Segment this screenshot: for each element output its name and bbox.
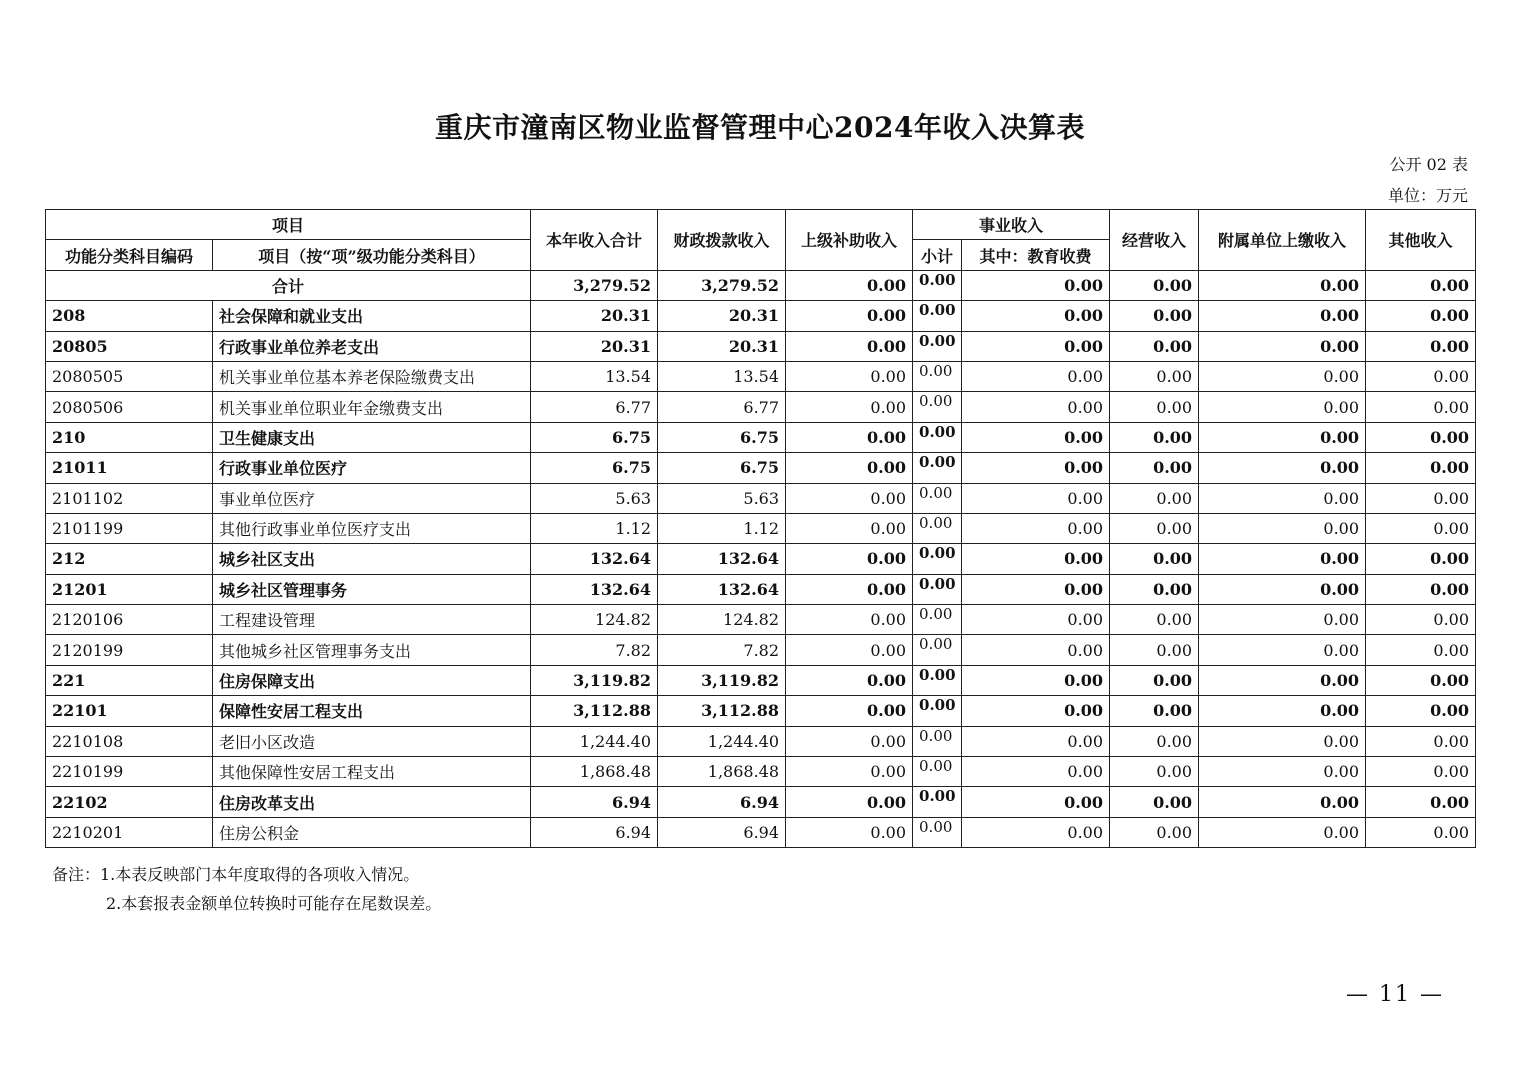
cell-other: 0.00 <box>1366 331 1476 361</box>
cell-total: 1,868.48 <box>531 757 658 787</box>
cell-superior: 0.00 <box>786 270 913 300</box>
cell-subtotal: 0.00 <box>913 331 962 361</box>
cell-operating: 0.00 <box>1110 331 1199 361</box>
header-other: 其他收入 <box>1366 210 1476 271</box>
cell-operating: 0.00 <box>1110 513 1199 543</box>
cell-fiscal: 13.54 <box>658 361 786 391</box>
table-row <box>46 665 1476 695</box>
cell-other: 0.00 <box>1366 726 1476 756</box>
cell-operating: 0.00 <box>1110 635 1199 665</box>
table-row <box>46 301 1476 331</box>
cell-fiscal: 132.64 <box>658 574 786 604</box>
table-row <box>46 392 1476 422</box>
table-body <box>46 301 1476 848</box>
header-name: 项目（按“项”级功能分类科目） <box>213 240 531 270</box>
cell-subtotal: 0.00 <box>913 513 962 543</box>
cell-operating: 0.00 <box>1110 361 1199 391</box>
cell-code: 2210108 <box>46 726 213 756</box>
cell-affiliated: 0.00 <box>1199 605 1366 635</box>
cell-education: 0.00 <box>962 422 1110 452</box>
header-affiliated: 附属单位上缴收入 <box>1199 210 1366 271</box>
header-total: 本年收入合计 <box>531 210 658 271</box>
cell-total: 1,244.40 <box>531 726 658 756</box>
cell-code: 21201 <box>46 574 213 604</box>
cell-education: 0.00 <box>962 453 1110 483</box>
cell-superior: 0.00 <box>786 453 913 483</box>
cell-affiliated: 0.00 <box>1199 696 1366 726</box>
cell-subtotal: 0.00 <box>913 787 962 817</box>
header-code: 功能分类科目编码 <box>46 240 213 270</box>
cell-subtotal: 0.00 <box>913 483 962 513</box>
cell-total: 5.63 <box>531 483 658 513</box>
cell-fiscal: 1.12 <box>658 513 786 543</box>
cell-name: 机关事业单位职业年金缴费支出 <box>213 392 531 422</box>
cell-code: 2120106 <box>46 605 213 635</box>
cell-total: 132.64 <box>531 544 658 574</box>
cell-affiliated: 0.00 <box>1199 453 1366 483</box>
header-superior: 上级补助收入 <box>786 210 913 271</box>
cell-other: 0.00 <box>1366 605 1476 635</box>
cell-affiliated: 0.00 <box>1199 757 1366 787</box>
cell-code: 221 <box>46 665 213 695</box>
cell-name: 城乡社区支出 <box>213 544 531 574</box>
cell-other: 0.00 <box>1366 361 1476 391</box>
cell-education: 0.00 <box>962 270 1110 300</box>
cell-other: 0.00 <box>1366 787 1476 817</box>
cell-superior: 0.00 <box>786 392 913 422</box>
cell-affiliated: 0.00 <box>1199 726 1366 756</box>
cell-education: 0.00 <box>962 301 1110 331</box>
cell-fiscal: 7.82 <box>658 635 786 665</box>
cell-operating: 0.00 <box>1110 422 1199 452</box>
cell-other: 0.00 <box>1366 453 1476 483</box>
cell-total: 6.75 <box>531 453 658 483</box>
cell-affiliated: 0.00 <box>1199 635 1366 665</box>
cell-superior: 0.00 <box>786 757 913 787</box>
cell-operating: 0.00 <box>1110 696 1199 726</box>
cell-name: 事业单位医疗 <box>213 483 531 513</box>
cell-other: 0.00 <box>1366 301 1476 331</box>
cell-subtotal: 0.00 <box>913 544 962 574</box>
cell-superior: 0.00 <box>786 635 913 665</box>
cell-other: 0.00 <box>1366 665 1476 695</box>
page-title: 重庆市潼南区物业监督管理中心2024年收入决算表 <box>435 111 1085 144</box>
cell-code: 2101102 <box>46 483 213 513</box>
cell-total: 6.94 <box>531 787 658 817</box>
header-business: 事业收入 <box>913 210 1110 240</box>
cell-operating: 0.00 <box>1110 817 1199 847</box>
header-operating: 经营收入 <box>1110 210 1199 271</box>
cell-superior: 0.00 <box>786 544 913 574</box>
cell-affiliated: 0.00 <box>1199 665 1366 695</box>
cell-fiscal: 6.77 <box>658 392 786 422</box>
cell-name: 机关事业单位基本养老保险缴费支出 <box>213 361 531 391</box>
cell-education: 0.00 <box>962 483 1110 513</box>
cell-fiscal: 20.31 <box>658 331 786 361</box>
cell-subtotal: 0.00 <box>913 665 962 695</box>
table-row <box>46 422 1476 452</box>
cell-subtotal: 0.00 <box>913 422 962 452</box>
table-row <box>46 787 1476 817</box>
cell-name: 住房改革支出 <box>213 787 531 817</box>
cell-fiscal: 1,868.48 <box>658 757 786 787</box>
cell-subtotal: 0.00 <box>913 726 962 756</box>
cell-fiscal: 132.64 <box>658 544 786 574</box>
cell-superior: 0.00 <box>786 483 913 513</box>
cell-code: 212 <box>46 544 213 574</box>
cell-fiscal: 3,119.82 <box>658 665 786 695</box>
note-line-2: 2.本套报表金额单位转换时可能存在尾数误差。 <box>106 894 442 913</box>
cell-fiscal: 6.94 <box>658 817 786 847</box>
table-row <box>46 544 1476 574</box>
cell-name: 城乡社区管理事务 <box>213 574 531 604</box>
cell-subtotal: 0.00 <box>913 574 962 604</box>
cell-operating: 0.00 <box>1110 726 1199 756</box>
cell-total: 3,112.88 <box>531 696 658 726</box>
cell-superior: 0.00 <box>786 726 913 756</box>
cell-code: 2210201 <box>46 817 213 847</box>
cell-fiscal: 6.75 <box>658 422 786 452</box>
cell-name: 其他行政事业单位医疗支出 <box>213 513 531 543</box>
cell-superior: 0.00 <box>786 574 913 604</box>
total-label: 合计 <box>46 270 531 300</box>
cell-education: 0.00 <box>962 392 1110 422</box>
cell-operating: 0.00 <box>1110 574 1199 604</box>
cell-subtotal: 0.00 <box>913 605 962 635</box>
cell-total: 6.94 <box>531 817 658 847</box>
cell-total: 20.31 <box>531 331 658 361</box>
cell-affiliated: 0.00 <box>1199 787 1366 817</box>
cell-total: 1.12 <box>531 513 658 543</box>
table-row <box>46 513 1476 543</box>
cell-other: 0.00 <box>1366 817 1476 847</box>
cell-name: 工程建设管理 <box>213 605 531 635</box>
cell-name: 行政事业单位医疗 <box>213 453 531 483</box>
cell-other: 0.00 <box>1366 757 1476 787</box>
table-row <box>46 361 1476 391</box>
header-business-education: 其中：教育收费 <box>962 240 1110 270</box>
cell-code: 2101199 <box>46 513 213 543</box>
cell-affiliated: 0.00 <box>1199 392 1366 422</box>
page-number: — 11 — <box>1346 982 1444 1007</box>
cell-other: 0.00 <box>1366 544 1476 574</box>
table-header <box>46 210 1476 271</box>
table-row <box>46 483 1476 513</box>
cell-operating: 0.00 <box>1110 757 1199 787</box>
cell-affiliated: 0.00 <box>1199 270 1366 300</box>
cell-name: 住房公积金 <box>213 817 531 847</box>
cell-education: 0.00 <box>962 817 1110 847</box>
cell-education: 0.00 <box>962 361 1110 391</box>
cell-fiscal: 20.31 <box>658 301 786 331</box>
cell-total: 3,119.82 <box>531 665 658 695</box>
cell-operating: 0.00 <box>1110 605 1199 635</box>
cell-code: 208 <box>46 301 213 331</box>
cell-code: 2080506 <box>46 392 213 422</box>
cell-affiliated: 0.00 <box>1199 513 1366 543</box>
cell-fiscal: 6.94 <box>658 787 786 817</box>
cell-operating: 0.00 <box>1110 270 1199 300</box>
cell-other: 0.00 <box>1366 635 1476 665</box>
total-row <box>46 270 1476 300</box>
cell-total: 132.64 <box>531 574 658 604</box>
cell-operating: 0.00 <box>1110 665 1199 695</box>
notes <box>52 860 441 918</box>
cell-code: 22102 <box>46 787 213 817</box>
cell-total: 13.54 <box>531 361 658 391</box>
cell-total: 7.82 <box>531 635 658 665</box>
cell-education: 0.00 <box>962 513 1110 543</box>
cell-name: 其他保障性安居工程支出 <box>213 757 531 787</box>
cell-code: 210 <box>46 422 213 452</box>
cell-operating: 0.00 <box>1110 301 1199 331</box>
table-row <box>46 331 1476 361</box>
cell-other: 0.00 <box>1366 513 1476 543</box>
cell-superior: 0.00 <box>786 422 913 452</box>
cell-total: 6.77 <box>531 392 658 422</box>
cell-affiliated: 0.00 <box>1199 331 1366 361</box>
cell-fiscal: 5.63 <box>658 483 786 513</box>
cell-education: 0.00 <box>962 787 1110 817</box>
cell-name: 住房保障支出 <box>213 665 531 695</box>
cell-code: 2080505 <box>46 361 213 391</box>
cell-code: 20805 <box>46 331 213 361</box>
cell-affiliated: 0.00 <box>1199 422 1366 452</box>
cell-superior: 0.00 <box>786 361 913 391</box>
cell-total: 6.75 <box>531 422 658 452</box>
cell-subtotal: 0.00 <box>913 361 962 391</box>
cell-superior: 0.00 <box>786 513 913 543</box>
table-row <box>46 726 1476 756</box>
cell-affiliated: 0.00 <box>1199 817 1366 847</box>
cell-affiliated: 0.00 <box>1199 361 1366 391</box>
cell-code: 22101 <box>46 696 213 726</box>
cell-total: 3,279.52 <box>531 270 658 300</box>
header-project: 项目 <box>46 210 531 240</box>
cell-superior: 0.00 <box>786 665 913 695</box>
cell-subtotal: 0.00 <box>913 453 962 483</box>
cell-subtotal: 0.00 <box>913 301 962 331</box>
cell-affiliated: 0.00 <box>1199 301 1366 331</box>
cell-superior: 0.00 <box>786 696 913 726</box>
cell-other: 0.00 <box>1366 696 1476 726</box>
cell-name: 社会保障和就业支出 <box>213 301 531 331</box>
cell-total: 124.82 <box>531 605 658 635</box>
cell-other: 0.00 <box>1366 574 1476 604</box>
cell-education: 0.00 <box>962 544 1110 574</box>
cell-fiscal: 1,244.40 <box>658 726 786 756</box>
cell-education: 0.00 <box>962 696 1110 726</box>
cell-education: 0.00 <box>962 757 1110 787</box>
cell-education: 0.00 <box>962 574 1110 604</box>
cell-other: 0.00 <box>1366 483 1476 513</box>
cell-name: 老旧小区改造 <box>213 726 531 756</box>
cell-name: 保障性安居工程支出 <box>213 696 531 726</box>
cell-education: 0.00 <box>962 665 1110 695</box>
cell-fiscal: 3,112.88 <box>658 696 786 726</box>
table-row <box>46 757 1476 787</box>
cell-other: 0.00 <box>1366 392 1476 422</box>
cell-superior: 0.00 <box>786 605 913 635</box>
cell-name: 其他城乡社区管理事务支出 <box>213 635 531 665</box>
unit-label: 单位：万元 <box>1387 186 1468 205</box>
cell-superior: 0.00 <box>786 787 913 817</box>
form-number: 公开 02 表 <box>1389 155 1468 174</box>
cell-affiliated: 0.00 <box>1199 544 1366 574</box>
cell-total: 20.31 <box>531 301 658 331</box>
table-row <box>46 817 1476 847</box>
header-business-subtotal: 小计 <box>913 240 962 270</box>
cell-name: 行政事业单位养老支出 <box>213 331 531 361</box>
cell-subtotal: 0.00 <box>913 635 962 665</box>
cell-fiscal: 6.75 <box>658 453 786 483</box>
cell-operating: 0.00 <box>1110 453 1199 483</box>
cell-affiliated: 0.00 <box>1199 483 1366 513</box>
cell-education: 0.00 <box>962 635 1110 665</box>
cell-affiliated: 0.00 <box>1199 574 1366 604</box>
cell-subtotal: 0.00 <box>913 392 962 422</box>
cell-operating: 0.00 <box>1110 544 1199 574</box>
header-fiscal: 财政拨款收入 <box>658 210 786 271</box>
cell-other: 0.00 <box>1366 422 1476 452</box>
cell-education: 0.00 <box>962 726 1110 756</box>
table-row <box>46 696 1476 726</box>
note-line-1: 备注：1.本表反映部门本年度取得的各项收入情况。 <box>52 865 420 884</box>
cell-code: 21011 <box>46 453 213 483</box>
cell-subtotal: 0.00 <box>913 270 962 300</box>
cell-operating: 0.00 <box>1110 787 1199 817</box>
income-table <box>45 209 1476 848</box>
table-row <box>46 605 1476 635</box>
cell-operating: 0.00 <box>1110 392 1199 422</box>
cell-code: 2120199 <box>46 635 213 665</box>
cell-name: 卫生健康支出 <box>213 422 531 452</box>
cell-fiscal: 3,279.52 <box>658 270 786 300</box>
table-row <box>46 635 1476 665</box>
cell-subtotal: 0.00 <box>913 817 962 847</box>
table-row <box>46 574 1476 604</box>
cell-education: 0.00 <box>962 331 1110 361</box>
cell-fiscal: 124.82 <box>658 605 786 635</box>
cell-superior: 0.00 <box>786 301 913 331</box>
cell-superior: 0.00 <box>786 817 913 847</box>
cell-operating: 0.00 <box>1110 483 1199 513</box>
cell-code: 2210199 <box>46 757 213 787</box>
table-row <box>46 453 1476 483</box>
cell-other: 0.00 <box>1366 270 1476 300</box>
cell-superior: 0.00 <box>786 331 913 361</box>
cell-education: 0.00 <box>962 605 1110 635</box>
cell-subtotal: 0.00 <box>913 696 962 726</box>
cell-subtotal: 0.00 <box>913 757 962 787</box>
